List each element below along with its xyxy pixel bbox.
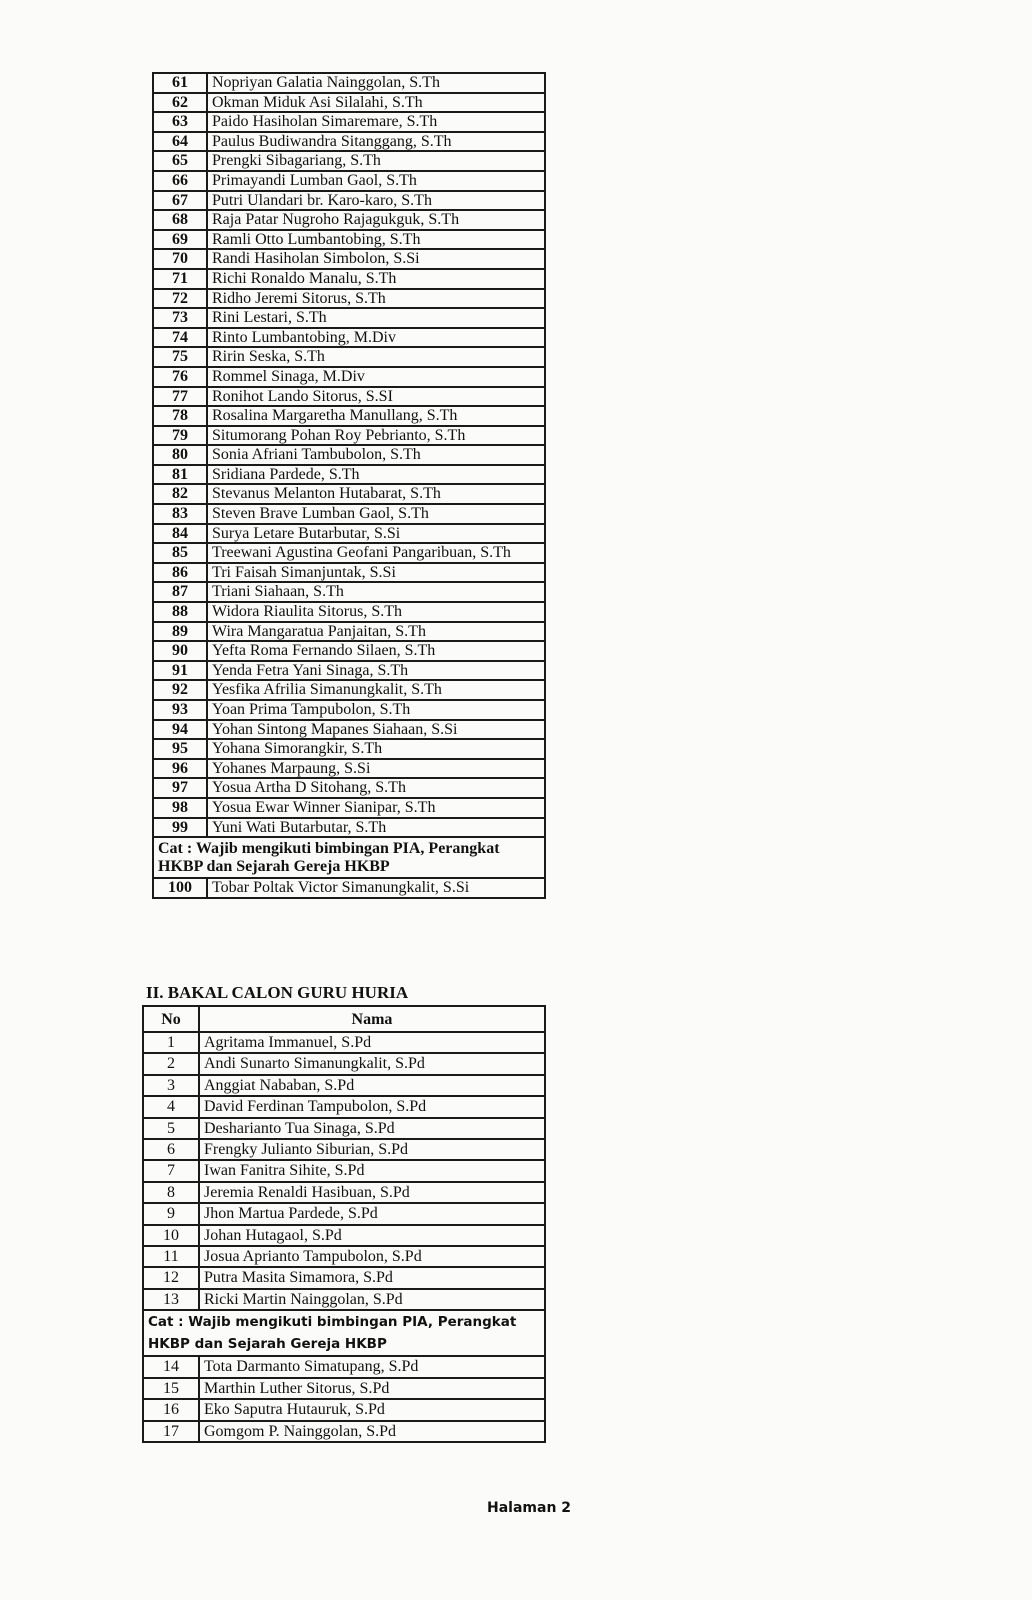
table-row xyxy=(153,622,545,642)
table-note-row xyxy=(153,837,545,878)
table-row xyxy=(153,700,545,720)
table-row xyxy=(153,720,545,740)
row-number: 93 xyxy=(153,700,207,720)
row-number: 70 xyxy=(153,249,207,269)
row-number: 85 xyxy=(153,543,207,563)
table-row xyxy=(143,1160,545,1181)
row-number: 2 xyxy=(143,1053,199,1074)
row-number: 100 xyxy=(153,878,207,898)
table-row xyxy=(153,269,545,289)
row-number: 1 xyxy=(143,1032,199,1053)
row-number: 95 xyxy=(153,739,207,759)
table-row xyxy=(153,249,545,269)
row-number: 89 xyxy=(153,622,207,642)
row-name: Andi Sunarto Simanungkalit, S.Pd xyxy=(199,1053,545,1074)
row-name: Treewani Agustina Geofani Pangaribuan, S.Th xyxy=(207,543,545,563)
row-number: 75 xyxy=(153,347,207,367)
row-number: 68 xyxy=(153,210,207,230)
table-row xyxy=(153,230,545,250)
row-name: Tota Darmanto Simatupang, S.Pd xyxy=(199,1356,545,1377)
table-row xyxy=(153,739,545,759)
row-number: 90 xyxy=(153,641,207,661)
row-name: Yosua Artha D Sitohang, S.Th xyxy=(207,778,545,798)
table-row xyxy=(143,1399,545,1420)
row-number: 76 xyxy=(153,367,207,387)
row-number: 94 xyxy=(153,720,207,740)
table-row xyxy=(153,171,545,191)
row-name: Ricki Martin Nainggolan, S.Pd xyxy=(199,1289,545,1310)
row-number: 6 xyxy=(143,1139,199,1160)
row-number: 62 xyxy=(153,93,207,113)
row-number: 92 xyxy=(153,680,207,700)
row-number: 98 xyxy=(153,798,207,818)
table-header-row xyxy=(143,1006,545,1032)
table-row xyxy=(143,1225,545,1246)
row-name: Paulus Budiwandra Sitanggang, S.Th xyxy=(207,132,545,152)
row-name: Eko Saputra Hutauruk, S.Pd xyxy=(199,1399,545,1420)
row-number: 69 xyxy=(153,230,207,250)
table-row xyxy=(143,1032,545,1053)
guru-huria-table xyxy=(142,1005,546,1443)
table-row xyxy=(143,1289,545,1310)
table-row xyxy=(143,1246,545,1267)
row-number: 66 xyxy=(153,171,207,191)
row-name: Situmorang Pohan Roy Pebrianto, S.Th xyxy=(207,426,545,446)
row-number: 8 xyxy=(143,1182,199,1203)
row-name: Paido Hasiholan Simaremare, S.Th xyxy=(207,112,545,132)
table-row xyxy=(153,504,545,524)
row-name: David Ferdinan Tampubolon, S.Pd xyxy=(199,1096,545,1117)
row-name: Sridiana Pardede, S.Th xyxy=(207,465,545,485)
row-number: 88 xyxy=(153,602,207,622)
row-name: Yefta Roma Fernando Silaen, S.Th xyxy=(207,641,545,661)
row-number: 4 xyxy=(143,1096,199,1117)
row-number: 73 xyxy=(153,308,207,328)
row-name: Yosua Ewar Winner Sianipar, S.Th xyxy=(207,798,545,818)
table-row xyxy=(153,426,545,446)
row-number: 13 xyxy=(143,1289,199,1310)
row-number: 81 xyxy=(153,465,207,485)
table-row xyxy=(153,465,545,485)
row-name: Nopriyan Galatia Nainggolan, S.Th xyxy=(207,73,545,93)
row-name: Primayandi Lumban Gaol, S.Th xyxy=(207,171,545,191)
row-name: Marthin Luther Sitorus, S.Pd xyxy=(199,1378,545,1399)
row-number: 12 xyxy=(143,1267,199,1288)
row-number: 78 xyxy=(153,406,207,426)
row-name: Desharianto Tua Sinaga, S.Pd xyxy=(199,1118,545,1139)
row-name: Yoan Prima Tampubolon, S.Th xyxy=(207,700,545,720)
table-row xyxy=(153,112,545,132)
table-row xyxy=(143,1075,545,1096)
row-number: 10 xyxy=(143,1225,199,1246)
table-row xyxy=(153,387,545,407)
row-number: 5 xyxy=(143,1118,199,1139)
row-number: 9 xyxy=(143,1203,199,1224)
row-name: Prengki Sibagariang, S.Th xyxy=(207,151,545,171)
row-name: Yohan Sintong Mapanes Siahaan, S.Si xyxy=(207,720,545,740)
row-name: Rini Lestari, S.Th xyxy=(207,308,545,328)
row-name: Randi Hasiholan Simbolon, S.Si xyxy=(207,249,545,269)
table-row xyxy=(153,661,545,681)
row-name: Ridho Jeremi Sitorus, S.Th xyxy=(207,289,545,309)
row-name: Anggiat Nababan, S.Pd xyxy=(199,1075,545,1096)
table-row xyxy=(143,1182,545,1203)
table-row xyxy=(153,406,545,426)
table-row xyxy=(153,93,545,113)
table-row xyxy=(153,563,545,583)
row-number: 82 xyxy=(153,484,207,504)
table-row xyxy=(153,484,545,504)
row-name: Yohana Simorangkir, S.Th xyxy=(207,739,545,759)
table-row xyxy=(143,1139,545,1160)
row-number: 65 xyxy=(153,151,207,171)
table-row xyxy=(143,1356,545,1377)
row-name: Johan Hutagaol, S.Pd xyxy=(199,1225,545,1246)
table-note: Cat : Wajib mengikuti bimbingan PIA, Perangkat HKBP dan Sejarah Gereja HKBP xyxy=(153,837,545,878)
row-name: Steven Brave Lumban Gaol, S.Th xyxy=(207,504,545,524)
row-name: Tri Faisah Simanjuntak, S.Si xyxy=(207,563,545,583)
table-row xyxy=(153,210,545,230)
row-name: Yesfika Afrilia Simanungkalit, S.Th xyxy=(207,680,545,700)
row-number: 11 xyxy=(143,1246,199,1267)
table-row xyxy=(153,582,545,602)
row-name: Sonia Afriani Tambubolon, S.Th xyxy=(207,445,545,465)
table-row xyxy=(153,347,545,367)
page-number: Halaman 2 xyxy=(487,1500,572,1516)
row-name: Yuni Wati Butarbutar, S.Th xyxy=(207,818,545,838)
row-name: Putra Masita Simamora, S.Pd xyxy=(199,1267,545,1288)
table-row xyxy=(153,818,545,838)
row-name: Richi Ronaldo Manalu, S.Th xyxy=(207,269,545,289)
table-row xyxy=(143,1378,545,1399)
table-row xyxy=(143,1096,545,1117)
table-row xyxy=(153,798,545,818)
row-name: Rosalina Margaretha Manullang, S.Th xyxy=(207,406,545,426)
table-row xyxy=(153,191,545,211)
table-row xyxy=(153,328,545,348)
row-name: Jhon Martua Pardede, S.Pd xyxy=(199,1203,545,1224)
table-row xyxy=(153,778,545,798)
table-row xyxy=(153,289,545,309)
row-number: 80 xyxy=(153,445,207,465)
row-name: Gomgom P. Nainggolan, S.Pd xyxy=(199,1421,545,1442)
row-name: Triani Siahaan, S.Th xyxy=(207,582,545,602)
row-number: 83 xyxy=(153,504,207,524)
row-name: Yenda Fetra Yani Sinaga, S.Th xyxy=(207,661,545,681)
row-number: 77 xyxy=(153,387,207,407)
row-name: Putri Ulandari br. Karo-karo, S.Th xyxy=(207,191,545,211)
table-note: Cat : Wajib mengikuti bimbingan PIA, Perangkat HKBP dan Sejarah Gereja HKBP xyxy=(143,1310,545,1356)
row-number: 97 xyxy=(153,778,207,798)
table-row xyxy=(153,878,545,898)
row-name: Yohanes Marpaung, S.Si xyxy=(207,759,545,779)
header-no: No xyxy=(143,1006,199,1032)
table-row xyxy=(153,680,545,700)
row-number: 86 xyxy=(153,563,207,583)
row-number: 15 xyxy=(143,1378,199,1399)
row-name: Ririn Seska, S.Th xyxy=(207,347,545,367)
row-name: Josua Aprianto Tampubolon, S.Pd xyxy=(199,1246,545,1267)
table-row xyxy=(153,308,545,328)
section-title: II. BAKAL CALON GURU HURIA xyxy=(146,983,409,1002)
table-row xyxy=(153,367,545,387)
table-row xyxy=(143,1053,545,1074)
row-number: 71 xyxy=(153,269,207,289)
row-name: Wira Mangaratua Panjaitan, S.Th xyxy=(207,622,545,642)
row-number: 87 xyxy=(153,582,207,602)
row-name: Frengky Julianto Siburian, S.Pd xyxy=(199,1139,545,1160)
table-row xyxy=(153,524,545,544)
header-name: Nama xyxy=(199,1006,545,1032)
table-row xyxy=(153,602,545,622)
row-number: 74 xyxy=(153,328,207,348)
row-name: Raja Patar Nugroho Rajagukguk, S.Th xyxy=(207,210,545,230)
row-name: Ronihot Lando Sitorus, S.SI xyxy=(207,387,545,407)
row-name: Jeremia Renaldi Hasibuan, S.Pd xyxy=(199,1182,545,1203)
row-name: Iwan Fanitra Sihite, S.Pd xyxy=(199,1160,545,1181)
row-name: Okman Miduk Asi Silalahi, S.Th xyxy=(207,93,545,113)
row-number: 63 xyxy=(153,112,207,132)
table-row xyxy=(153,543,545,563)
table-note-row xyxy=(143,1310,545,1356)
table-row xyxy=(143,1118,545,1139)
row-name: Ramli Otto Lumbantobing, S.Th xyxy=(207,230,545,250)
table-row xyxy=(153,132,545,152)
row-number: 79 xyxy=(153,426,207,446)
row-number: 91 xyxy=(153,661,207,681)
row-name: Agritama Immanuel, S.Pd xyxy=(199,1032,545,1053)
table-row xyxy=(143,1421,545,1442)
table-row xyxy=(153,641,545,661)
row-number: 16 xyxy=(143,1399,199,1420)
row-number: 61 xyxy=(153,73,207,93)
row-number: 99 xyxy=(153,818,207,838)
table-row xyxy=(143,1267,545,1288)
candidate-table-continued xyxy=(152,72,546,899)
row-number: 64 xyxy=(153,132,207,152)
row-number: 72 xyxy=(153,289,207,309)
row-number: 17 xyxy=(143,1421,199,1442)
row-name: Surya Letare Butarbutar, S.Si xyxy=(207,524,545,544)
row-name: Stevanus Melanton Hutabarat, S.Th xyxy=(207,484,545,504)
row-name: Rommel Sinaga, M.Div xyxy=(207,367,545,387)
table-row xyxy=(153,73,545,93)
table-row xyxy=(143,1203,545,1224)
table-row xyxy=(153,445,545,465)
row-number: 7 xyxy=(143,1160,199,1181)
row-name: Widora Riaulita Sitorus, S.Th xyxy=(207,602,545,622)
row-number: 14 xyxy=(143,1356,199,1377)
row-name: Tobar Poltak Victor Simanungkalit, S.Si xyxy=(207,878,545,898)
row-number: 96 xyxy=(153,759,207,779)
table-row xyxy=(153,151,545,171)
table-row xyxy=(153,759,545,779)
row-name: Rinto Lumbantobing, M.Div xyxy=(207,328,545,348)
row-number: 84 xyxy=(153,524,207,544)
row-number: 67 xyxy=(153,191,207,211)
row-number: 3 xyxy=(143,1075,199,1096)
